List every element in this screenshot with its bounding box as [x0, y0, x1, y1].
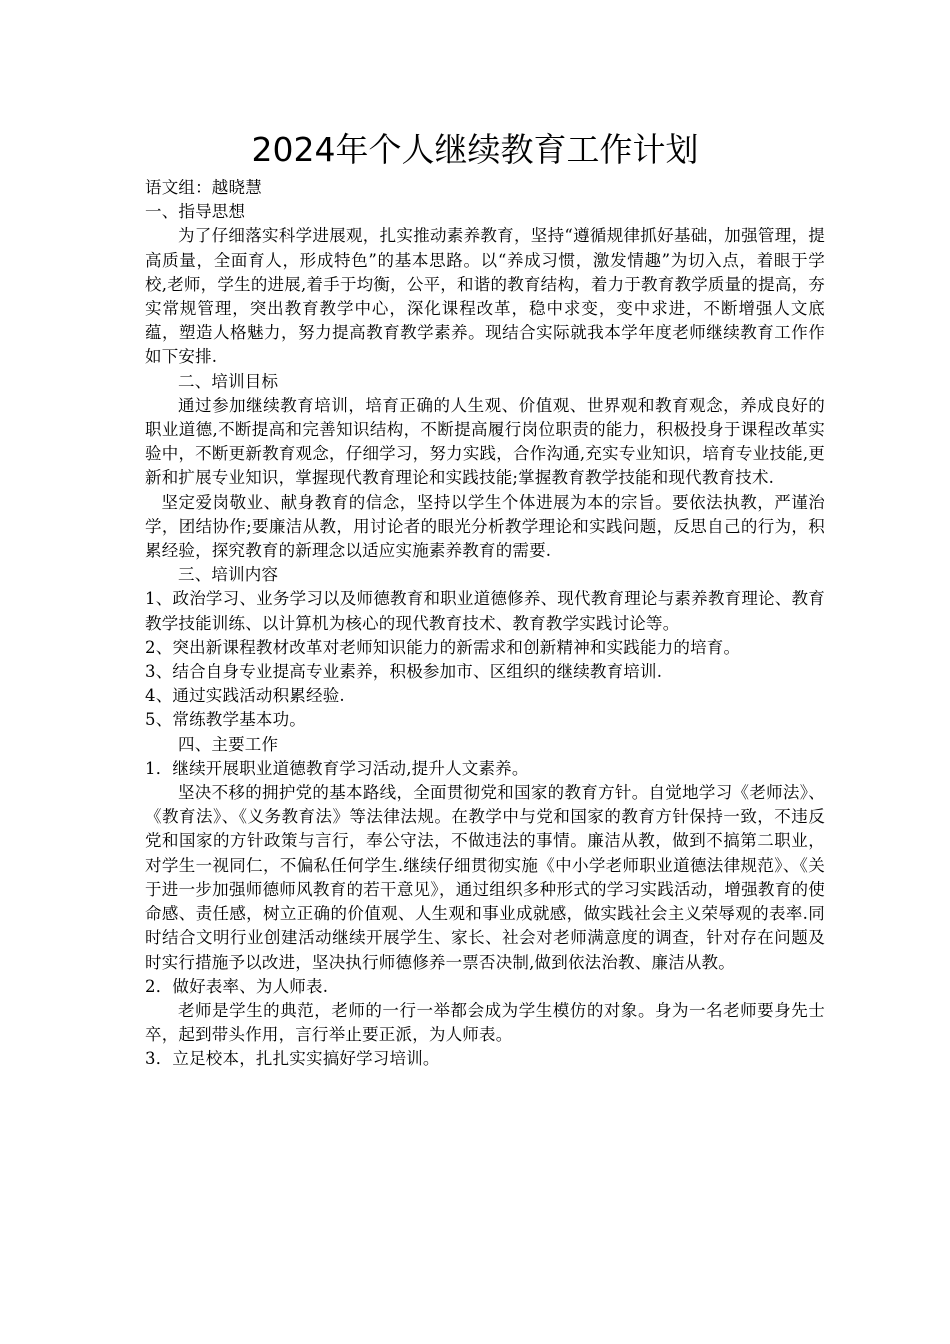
author-line: 语文组：越晓慧 [145, 178, 262, 197]
subsection-heading: 1．继续开展职业道德教育学习活动,提升人文素养。 [145, 758, 529, 778]
section-heading-1: 一、指导思想 [145, 202, 246, 222]
paragraph: 为了仔细落实科学进展观，扎实推动素养教育，坚持“遵循规律抓好基础，加强管理，提高质量，全面育人，形成特色”的基本思路。以“养成习惯，激发情趣”为切入点，着眼于学校,老师，学生的进展,着手于均衡，公平，和谐的教育结构，着力于教育教学质量的提高，夯实常规管理，突出教育教学中心，深化课程改革，稳中求变，变中求进，不断增强人文底蕴，塑造人格魅力，努力提高教育教学素养。现结合实际就我本学年度老师继续教育工作作如下安排. [145, 226, 825, 367]
list-item: 5、常练教学基本功。 [145, 710, 306, 730]
subsection-heading: 3．立足校本，扎扎实实搞好学习培训。 [145, 1049, 440, 1069]
paragraph: 老师是学生的典范，老师的一行一举都会成为学生模仿的对象。身为一名老师要身先士卒，起到带头作用，言行举止要正派，为人师表。 [145, 1000, 825, 1045]
section-heading-4: 四、主要工作 [178, 734, 279, 754]
section-heading-2: 二、培训目标 [178, 371, 279, 391]
paragraph: 通过参加继续教育培训，培育正确的人生观、价值观、世界观和教育观念，养成良好的职业道德,不断提高和完善知识结构，不断提高履行岗位职责的能力，积极投身于课程改革实验中，不断更新教育观念，仔细学习，努力实践，合作沟通,充实专业知识，培育专业技能,更新和扩展专业知识，掌握现代教育理论和实践技能;掌握教育教学技能和现代教育技术. [145, 395, 825, 488]
list-item: 4、通过实践活动积累经验. [145, 686, 345, 706]
document-body [145, 176, 825, 1072]
subsection-heading: 2．做好表率、为人师表. [145, 976, 329, 996]
list-item: 2、突出新课程教材改革对老师知识能力的新需求和创新精神和实践能力的培育。 [145, 637, 741, 657]
paragraph: 坚决不移的拥护党的基本路线，全面贯彻党和国家的教育方针。自觉地学习《老师法》、《教育法》、《义务教育法》等法律法规。在教学中与党和国家的教育方针保持一致，不违反党和国家的方针政策与言行，奉公守法，不做违法的事情。廉洁从教，做到不搞第二职业，对学生一视同仁，不偏私任何学生.继续仔细贯彻实施《中小学老师职业道德法律规范》、《关于进一步加强师德师风教育的若干意见》，通过组织多种形式的学习实践活动，增强教育的使命感、责任感，树立正确的价值观、人生观和事业成就感，做实践社会主义荣辱观的表率.同时结合文明行业创建活动继续开展学生、家长、社会对老师满意度的调查，针对存在问题及时实行措施予以改进，坚决执行师德修养一票否决制,做到依法治教、廉洁从教。 [145, 783, 825, 972]
list-item: 1、政治学习、业务学习以及师德教育和职业道德修养、现代教育理论与素养教育理论、教育教学技能训练、以计算机为核心的现代教育技术、教育教学实践讨论等。 [145, 589, 825, 633]
section-heading-3: 三、培训内容 [178, 565, 279, 585]
list-item: 3、结合自身专业提高专业素养，积极参加市、区组织的继续教育培训. [145, 662, 663, 682]
paragraph: 坚定爱岗敬业、献身教育的信念，坚持以学生个体进展为本的宗旨。要依法执教，严谨治学，团结协作;要廉洁从教，用讨论者的眼光分析教学理论和实践问题，反思自己的行为，积累经验，探究教育的新理念以适应实施素养教育的需要. [145, 492, 825, 561]
document-title: 2024年个人继续教育工作计划 [251, 130, 699, 169]
